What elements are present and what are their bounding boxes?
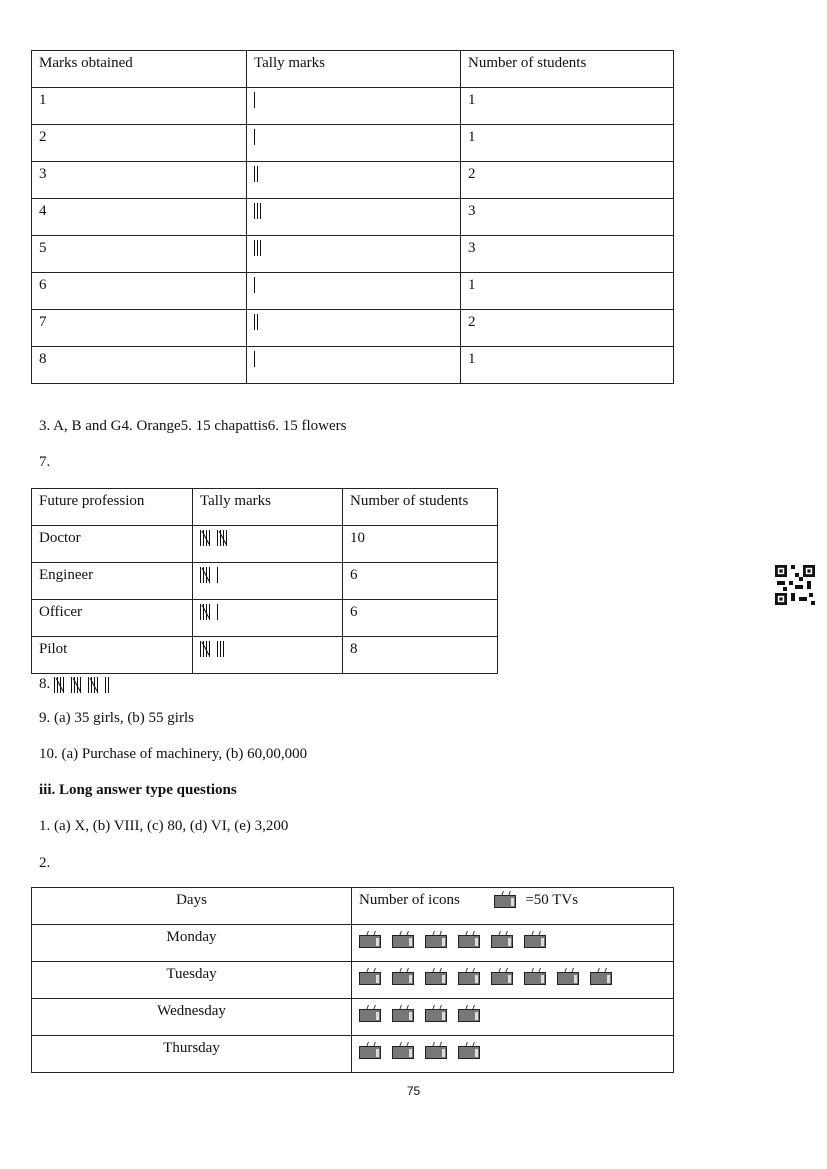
question-8-tally-marks bbox=[54, 676, 111, 694]
count-cell: 10 bbox=[343, 526, 498, 563]
table-row bbox=[32, 310, 674, 347]
tv-icon bbox=[425, 1005, 447, 1022]
profession-cell: Officer bbox=[32, 600, 193, 637]
mark-cell: 7 bbox=[32, 310, 247, 347]
count-cell: 2 bbox=[461, 162, 674, 199]
header-number-of-students: Number of students bbox=[461, 51, 674, 88]
icons-cell bbox=[352, 1036, 674, 1073]
mark-cell: 6 bbox=[32, 273, 247, 310]
tv-icon bbox=[557, 968, 579, 985]
table-row bbox=[32, 273, 674, 310]
table-header-row bbox=[32, 489, 498, 526]
tally-stroke bbox=[223, 641, 224, 657]
tally-stroke bbox=[257, 314, 258, 330]
question-8 bbox=[39, 676, 111, 694]
tally-group-of-five bbox=[200, 603, 212, 625]
tally-stroke bbox=[254, 129, 255, 145]
tally-stroke bbox=[105, 677, 106, 693]
tally-stroke bbox=[254, 240, 255, 256]
tally-group-of-five bbox=[217, 529, 229, 551]
table-row bbox=[32, 236, 674, 273]
profession-tally-table bbox=[31, 488, 498, 674]
icons-cell bbox=[352, 925, 674, 962]
profession-cell: Pilot bbox=[32, 637, 193, 674]
tally-cell bbox=[247, 273, 461, 310]
tally-stroke bbox=[254, 314, 255, 330]
tv-icon bbox=[524, 968, 546, 985]
tally-group-of-five bbox=[88, 676, 100, 698]
marks-tally-table bbox=[31, 50, 674, 384]
table-row bbox=[32, 347, 674, 384]
tally-cell bbox=[247, 199, 461, 236]
tally-stroke bbox=[254, 92, 255, 108]
page-number: 75 bbox=[406, 1084, 421, 1098]
qr-code-icon bbox=[775, 565, 815, 605]
table-row bbox=[32, 600, 498, 637]
profession-cell: Engineer bbox=[32, 563, 193, 600]
tally-stroke bbox=[217, 641, 218, 657]
tv-icon bbox=[392, 1005, 414, 1022]
tally-stroke bbox=[257, 240, 258, 256]
tally-stroke bbox=[254, 277, 255, 293]
tally-stroke bbox=[254, 351, 255, 367]
tally-cell bbox=[247, 125, 461, 162]
tv-icon bbox=[359, 931, 381, 948]
tv-icon bbox=[359, 1042, 381, 1059]
count-cell: 6 bbox=[343, 600, 498, 637]
table-row bbox=[32, 637, 498, 674]
count-cell: 1 bbox=[461, 88, 674, 125]
tally-group-of-five bbox=[200, 566, 212, 588]
tally-stroke bbox=[257, 166, 258, 182]
table-row bbox=[32, 162, 674, 199]
day-cell: Tuesday bbox=[32, 962, 352, 999]
header-tally-marks: Tally marks bbox=[193, 489, 343, 526]
tv-icon bbox=[590, 968, 612, 985]
question-9-answer: 9. (a) 35 girls, (b) 55 girls bbox=[39, 710, 194, 726]
key-text: =50 TVs bbox=[525, 892, 579, 908]
day-cell: Monday bbox=[32, 925, 352, 962]
tally-cell bbox=[247, 88, 461, 125]
tally-stroke bbox=[217, 567, 218, 583]
long-answer-1: 1. (a) X, (b) VIII, (c) 80, (d) VI, (e) 3,200 bbox=[39, 818, 289, 834]
count-cell: 3 bbox=[461, 236, 674, 273]
tally-stroke bbox=[254, 203, 255, 219]
count-cell: 1 bbox=[461, 273, 674, 310]
tally-stroke bbox=[108, 677, 109, 693]
tv-icon bbox=[392, 968, 414, 985]
header-days: Days bbox=[32, 888, 352, 925]
table-row bbox=[32, 125, 674, 162]
table-row bbox=[32, 1036, 674, 1073]
tv-icon bbox=[458, 968, 480, 985]
tv-pictograph-table bbox=[31, 887, 674, 1073]
tv-icon bbox=[359, 1005, 381, 1022]
tv-icon bbox=[524, 931, 546, 948]
tally-stroke bbox=[257, 203, 258, 219]
tally-group-of-five bbox=[71, 676, 83, 698]
icons-cell bbox=[352, 962, 674, 999]
tally-group-of-five bbox=[200, 640, 212, 662]
tv-icon bbox=[491, 968, 513, 985]
icons-cell bbox=[352, 999, 674, 1036]
tally-cell bbox=[247, 162, 461, 199]
header-marks-obtained: Marks obtained bbox=[32, 51, 247, 88]
mark-cell: 1 bbox=[32, 88, 247, 125]
question-10-answer: 10. (a) Purchase of machinery, (b) 60,00,000 bbox=[39, 746, 308, 762]
tally-stroke bbox=[260, 203, 261, 219]
tally-cell bbox=[193, 637, 343, 674]
tv-icon bbox=[458, 931, 480, 948]
header-number-of-icons-label: Number of icons bbox=[359, 892, 460, 908]
tally-cell bbox=[193, 600, 343, 637]
tv-icon bbox=[491, 931, 513, 948]
tv-icon bbox=[458, 1005, 480, 1022]
table-row bbox=[32, 88, 674, 125]
table-row bbox=[32, 563, 498, 600]
tv-icon bbox=[425, 968, 447, 985]
tv-icon bbox=[494, 891, 516, 908]
tally-stroke bbox=[220, 641, 221, 657]
table-row bbox=[32, 962, 674, 999]
tally-group-of-five bbox=[200, 529, 212, 551]
header-number-of-icons bbox=[352, 888, 674, 925]
tv-icon bbox=[458, 1042, 480, 1059]
day-cell: Wednesday bbox=[32, 999, 352, 1036]
count-cell: 3 bbox=[461, 199, 674, 236]
mark-cell: 5 bbox=[32, 236, 247, 273]
table-row bbox=[32, 999, 674, 1036]
day-cell: Thursday bbox=[32, 1036, 352, 1073]
mark-cell: 3 bbox=[32, 162, 247, 199]
table-row bbox=[32, 526, 498, 563]
header-tally-marks: Tally marks bbox=[247, 51, 461, 88]
table-row bbox=[32, 199, 674, 236]
count-cell: 8 bbox=[343, 637, 498, 674]
header-future-profession: Future profession bbox=[32, 489, 193, 526]
tally-cell bbox=[247, 310, 461, 347]
tv-icon bbox=[392, 1042, 414, 1059]
tally-group-of-five bbox=[54, 676, 66, 698]
question-7-label: 7. bbox=[39, 454, 51, 470]
answers-3-6: 3. A, B and G4. Orange5. 15 chapattis6. 15 flowers bbox=[39, 418, 347, 434]
count-cell: 1 bbox=[461, 125, 674, 162]
tv-icon bbox=[425, 931, 447, 948]
long-answer-2-label: 2. bbox=[39, 855, 51, 871]
tally-cell bbox=[247, 347, 461, 384]
table-header-row bbox=[32, 888, 674, 925]
tv-icon bbox=[425, 1042, 447, 1059]
mark-cell: 8 bbox=[32, 347, 247, 384]
tv-icon bbox=[359, 968, 381, 985]
tv-icon bbox=[392, 931, 414, 948]
question-8-label: 8. bbox=[39, 676, 51, 692]
tally-cell bbox=[193, 526, 343, 563]
table-header-row bbox=[32, 51, 674, 88]
count-cell: 6 bbox=[343, 563, 498, 600]
count-cell: 1 bbox=[461, 347, 674, 384]
count-cell: 2 bbox=[461, 310, 674, 347]
profession-cell: Doctor bbox=[32, 526, 193, 563]
header-number-of-students: Number of students bbox=[343, 489, 498, 526]
section-heading: iii. Long answer type questions bbox=[39, 782, 237, 798]
tally-stroke bbox=[260, 240, 261, 256]
tally-cell bbox=[193, 563, 343, 600]
tally-stroke bbox=[254, 166, 255, 182]
mark-cell: 4 bbox=[32, 199, 247, 236]
table-row bbox=[32, 925, 674, 962]
tally-cell bbox=[247, 236, 461, 273]
tally-stroke bbox=[217, 604, 218, 620]
mark-cell: 2 bbox=[32, 125, 247, 162]
